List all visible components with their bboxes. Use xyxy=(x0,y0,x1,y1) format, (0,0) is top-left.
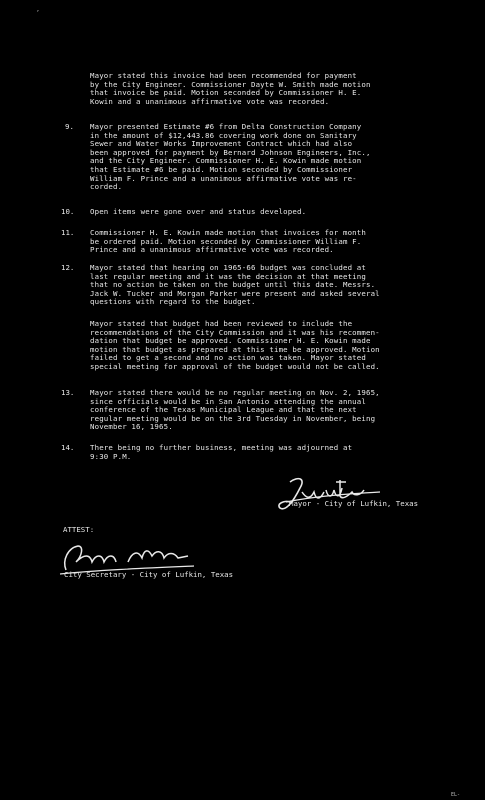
item-14-paragraph: There being no further business, meeting was adjourned at 9:30 P.M. xyxy=(90,443,353,461)
mayor-signature xyxy=(276,472,386,516)
item-13-number: 13. xyxy=(61,388,75,397)
item-14-number: 14. xyxy=(61,443,75,452)
item-9-number: 9. xyxy=(65,122,74,131)
item-12-paragraph-a: Mayor stated that hearing on 1965-66 budget was concluded at last regular meeting and it was the decision at that meeting that no action be taken on the budget until this date. Messrs. Jack W. Tucker and Morgan Parker were present and asked several questions with regard to the budget. xyxy=(90,263,380,307)
intro-paragraph: Mayor stated this invoice had been recommended for payment by the City Engineer. Commissioner Dayte W. Smith made motion that invoice be paid. Motion seconded by Commissioner H. E. Kowin and a unanimous affirmative vote was recorded. xyxy=(90,71,371,106)
item-10-number: 10. xyxy=(61,207,75,216)
item-12-number: 12. xyxy=(61,263,75,272)
mayor-signature-line: Mayor - City of Lufkin, Texas xyxy=(289,499,419,508)
attest-label: ATTEST: xyxy=(63,525,95,534)
item-13-paragraph: Mayor stated there would be no regular meeting on Nov. 2, 1965, since officials would be in San Antonio attending the annual conference of the Texas Municipal League and that the next regular meeting would be on the 3rd Tuesday in November, being November 16, 1965. xyxy=(90,388,380,432)
item-11-paragraph: Commissioner H. E. Kowin made motion that invoices for month be ordered paid. Motion seconded by Commissioner William F. Prince and a unanimous affirmative vote was recorded. xyxy=(90,228,366,255)
secretary-signature-line: City Secretary - City of Lufkin, Texas xyxy=(64,570,234,579)
scan-speck: ’ xyxy=(36,10,40,17)
item-10-paragraph: Open items were gone over and status developed. xyxy=(90,207,307,216)
item-9-paragraph: Mayor presented Estimate #6 from Delta Construction Company in the amount of $12,443.86 covering work done on Sanitary Sewer and Water Works Improvement Contract which had also been approved for payment by Bernard Johnson Engineers, Inc., and the City Engineer. Commissioner H. E. Kowin made motion that Estimate #6 be paid. Motion seconded by Commissioner William F. Prince and a unanimous affirmative vote was re- corded. xyxy=(90,122,371,192)
scan-mark: EL- xyxy=(451,792,461,798)
item-12-paragraph-b: Mayor stated that budget had been reviewed to include the recommendations of the City Commission and it was his recommen- dation that budget be approved. Commissioner H. E. Kowin made motion that budget as prepared at this time be approved. Motion failed to get a second and no action was taken. Mayor stated special meeting for approval of the budget would not be called. xyxy=(90,319,380,371)
item-11-number: 11. xyxy=(61,228,75,237)
